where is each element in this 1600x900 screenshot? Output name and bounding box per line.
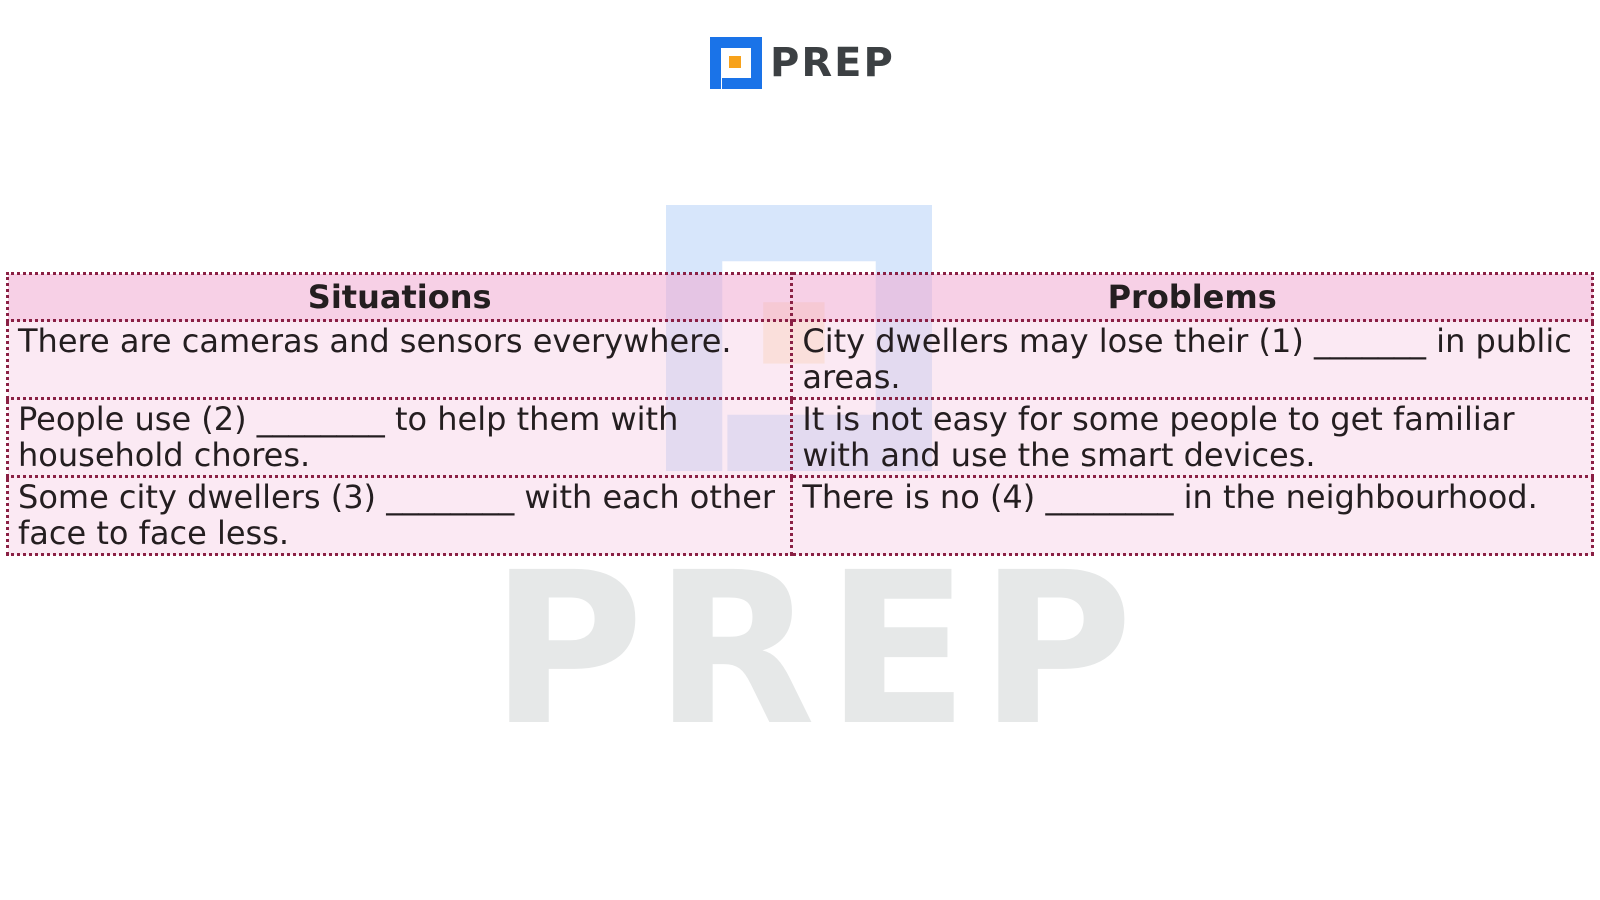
logo-wordmark: PREP (770, 40, 895, 86)
table-row (8, 477, 1593, 555)
situations-problems-table (6, 272, 1594, 556)
table-row (8, 321, 1593, 399)
problem-cell: City dwellers may lose their (1) _______ in public areas. (792, 321, 1593, 399)
prep-logo-icon (710, 37, 762, 89)
situation-cell: Some city dwellers (3) ________ with each other face to face less. (8, 477, 792, 555)
problem-cell: It is not easy for some people to get familiar with and use the smart devices. (792, 399, 1593, 477)
watermark-text: PREP (490, 527, 1143, 772)
prep-logo (710, 37, 895, 89)
table-row (8, 399, 1593, 477)
table-header-row (8, 274, 1593, 321)
header-situations: Situations (8, 274, 792, 321)
problem-cell: There is no (4) ________ in the neighbourhood. (792, 477, 1593, 555)
situation-cell: People use (2) ________ to help them with household chores. (8, 399, 792, 477)
header-problems: Problems (792, 274, 1593, 321)
situation-cell: There are cameras and sensors everywhere. (8, 321, 792, 399)
